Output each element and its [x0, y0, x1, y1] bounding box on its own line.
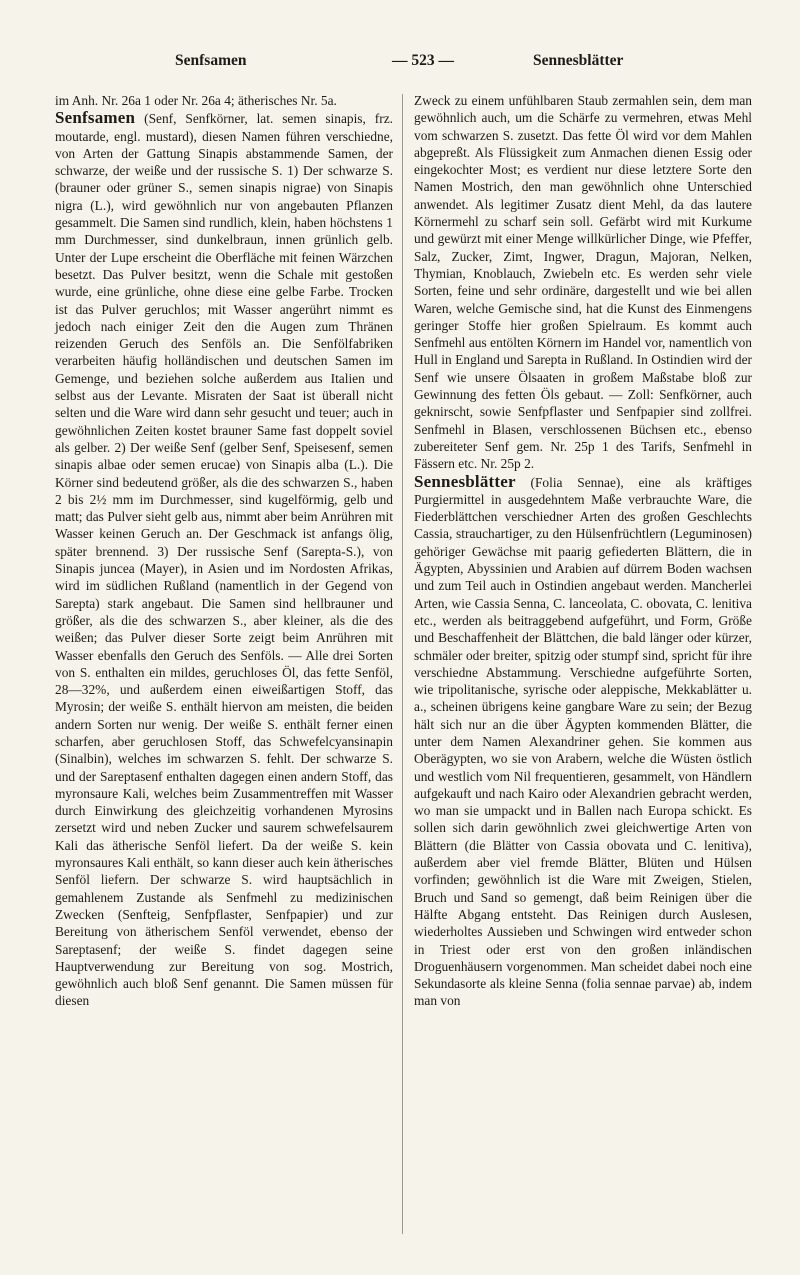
running-header: [55, 52, 745, 76]
entry-senfsamen-body: (Senf, Senfkörner, lat. semen sinapis, frz. moutarde, engl. mustard), diesen Namen führen verschiedne, von Arten der Gattung Sinapis abstammende Samen, der schwarze, der weiße und der russische S. 1) Der schwarze S. (brauner oder grüner S., semen sinapis nigrae) von Sinapis nigra (L.), wird gewöhnlich nur von angebauten Pflanzen gesammelt. Die Samen sind rundlich, klein, haben höchstens 1 mm Durchmesser, sind dunkelbraun, innen grünlich gelb. Unter der Lupe erscheint die Oberfläche mit feinen Wärzchen besetzt. Das Pulver besitzt, wenn die Schale mit gestoßen wurde, eine grünliche, ohne diese eine gelbe Farbe. Trocken ist das Pulver geruchlos; mit Wasser angerührt nimmt es jedoch nach einiger Zeit den die Augen zum Thränen reizenden Geruch des Senföls an. Die Senfölfabriken verarbeiten häufig holländischen und deutschen Samen im Gemenge, und beziehen solche außerdem aus Italien und selbst aus der Levante. Misraten der Saat ist überall nicht selten und die Ware wird dann sehr gesucht und teuer; auch in gewöhnlichen Zeiten kostet brauner Same fast doppelt soviel als gelber. 2) Der weiße Senf (gelber Senf, Speisesenf, semen sinapis albae oder semen erucae) von Sinapis alba (L.). Die Körner sind bedeutend größer, als die des schwarzen S., haben 2 bis 2½ mm im Durchmesser, sind kugelförmig, gelb und matt; das Pulver sieht gelb aus, nimmt aber beim Anrühren mit Wasser keinen Geruch an. Der Geschmack ist anfangs ölig, später brennend. 3) Der russische Senf (Sarepta-S.), von Sinapis juncea (Mayer), in Asien und im Nordosten Afrikas, wird im südlichen Rußland (namentlich in der Gegend von Sarepta) stark angebaut. Die Samen sind hellbrauner und größer, als die des schwarzen S., aber kleiner, als die des weißen; das Pulver dieser Sorte zeigt beim Anrühren mit Wasser ebenfalls den Geruch des Senföls. — Alle drei Sorten von S. enthalten ein mildes, geruchloses Öl, das fette Senföl, 28—32%, und außerdem einen eiweißartigen Stoff, das Myrosin; der weiße S. enthält hiervon am meisten, die beiden andern Sorten nur wenig. Der weiße S. enthält ferner einen scharfen, aber geruchlosen Stoff, das Schwefelcyansinapin (Sinalbin), welches im schwarzen S. fehlt. Der schwarze S. und der Sareptasenf enthalten dagegen einen andern Stoff, das myronsaure Kali, welches beim Zusammentreffen mit Wasser durch Einwirkung des gleichzeitig vorhandenen Myrosins zersetzt wird und neben Zucker und saurem schwefelsaurem Kali das ätherische Senföl liefert. Da der weiße S. kein myronsaures Kali enthält, so kann dieser auch kein ätherisches Senföl liefern. Der schwarze S. wird hauptsächlich in gemahlenem Zustande als Senfmehl zu medizinischen Zwecken (Senfteig, Senfpflaster, Senfpapier) und zur Bereitung von ätherischem Senföl verwendet, ebenso der Sareptasenf; der weiße S. findet dagegen seine Hauptverwendung zur Bereitung von sog. Mostrich, gewöhnlich auch bloß Senf genannt. Die Samen müssen für diesen: [55, 111, 393, 1009]
left-column: [55, 92, 393, 1010]
entry-senfsamen: [55, 109, 393, 1009]
header-left-keyword: Senfsamen: [175, 52, 247, 69]
right-column: [414, 92, 752, 1010]
entry-sennesblaetter-body: (Folia Sennae), eine als kräftiges Purgiermittel in ausgedehntem Maße verbrauchte Ware, die Fiederblättchen verschiedner Arten des großen Geschlechts Cassia, strauchartiger, zu den Hülsenfrüchtlern (Leguminosen) gehöriger Gewächse mit paarig gefiederten Blättern, die in Ägypten, Abyssinien und Arabien auf dürrem Boden wachsen und zum Teil auch in Ostindien angebaut werden. Mancherlei Arten, wie Cassia Senna, C. lanceolata, C. obovata, C. lenitiva etc., werden als beitraggebend aufgeführt, und Form, Größe und Beschaffenheit der Blättchen, die bald länger oder kürzer, schmäler oder breiter, spitzig oder stumpf sind, spricht für ihre verschiedne Abstammung. Verschiedne aufgeführte Sorten, wie tripolitanische, syrische oder aleppische, Mekkablätter u. a., scheinen übrigens keine gangbare Ware zu sein; der Bezug hält sich nur an die über Ägypten kommenden Blätter, die unter dem Namen Alexandriner gehen. Sie kommen aus Oberägypten, wo sie von Arabern, welche die Wüsten östlich und westlich vom Nil frequentieren, gesammelt, von Händlern aufgekauft und nach Kairo oder Alexandrien gebracht werden, wo man sie umpackt und in Ballen nach Europa schickt. Es sollen sich darin gewöhnlich zwei gleichwertige Arten von Blättern (die Blätter von Cassia obovata und C. lenitiva), außerdem aber viel fremde Blätter, Blüten und Hülsen vorfinden; gewöhnlich ist die Ware mit Zweigen, Stielen, Bruch und Sand so gemengt, daß beim Reinigen über die Hälfte Abgang entsteht. Das Reinigen durch Auslesen, wiederholtes Aussieben und Schwingen wird entweder schon in Triest oder erst von den großen inländischen Droguenhäusern vorgenommen. Man scheidet dabei noch eine Sekundasorte als kleine Senna (folia sennae parvae) ab, indem man von: [414, 474, 752, 1009]
column-divider: [402, 94, 403, 1234]
headword-senfsamen: Senfsamen: [55, 108, 136, 128]
entry-senfsamen-continued: Zweck zu einem unfühlbaren Staub zermahlen sein, dem man gewöhnlich auch, um die Schärfe zu vermehren, etwas Mehl vom schwarzen S. zusetzt. Das fette Öl wird vor dem Mahlen abgepreßt. Als Flüssigkeit zum Anmachen dienen Essig oder eingekochter Most; es verdient nur diese letztere Sorte den Namen Mostrich, den man gewöhnlich ohne Unterschied anwendet. Als legitimer Zusatz dient Mehl, da das lautere Körnermehl zu scharf sein soll. Gefärbt wird mit Kurkume und gewürzt mit einer Menge willkürlicher Dinge, wie Pfeffer, Salz, Zucker, Zimt, Ingwer, Dragun, Majoran, Nelken, Thymian, Knoblauch, Zwiebeln etc. Es werden sehr viele Sorten, feine und sehr ordinäre, dargestellt und wie bei allen Waren, welche Gemische sind, hat die Kunst des Einmengens geringer Stoffe hier großen Spielraum. Es kommt auch Senfmehl aus entölten Körnern im Handel vor, namentlich von Hull in England und Sarepta in Rußland. In Ostindien wird der Senf wie unsere Ölsaaten in großem Maßstabe bloß zur Gewinnung des fetten Öls gebaut. — Zoll: Senfkörner, auch geknirscht, sowie Senfpflaster und Senfpapier sind zollfrei. Senfmehl in Blasen, verschlossenen Büchsen etc., ebenso zubereiteter Senf gem. Nr. 25p 1 des Tarifs, Senfmehl in Fässern etc. Nr. 25p 2.: [414, 93, 752, 472]
continuation-text: im Anh. Nr. 26a 1 oder Nr. 26a 4; ätherisches Nr. 5a.: [55, 93, 337, 108]
header-right-keyword: Sennesblätter: [533, 52, 624, 69]
headword-sennesblaetter: Sennesblätter: [414, 471, 516, 491]
entry-sennesblaetter: [414, 473, 752, 1010]
page-number: — 523 —: [392, 52, 454, 69]
